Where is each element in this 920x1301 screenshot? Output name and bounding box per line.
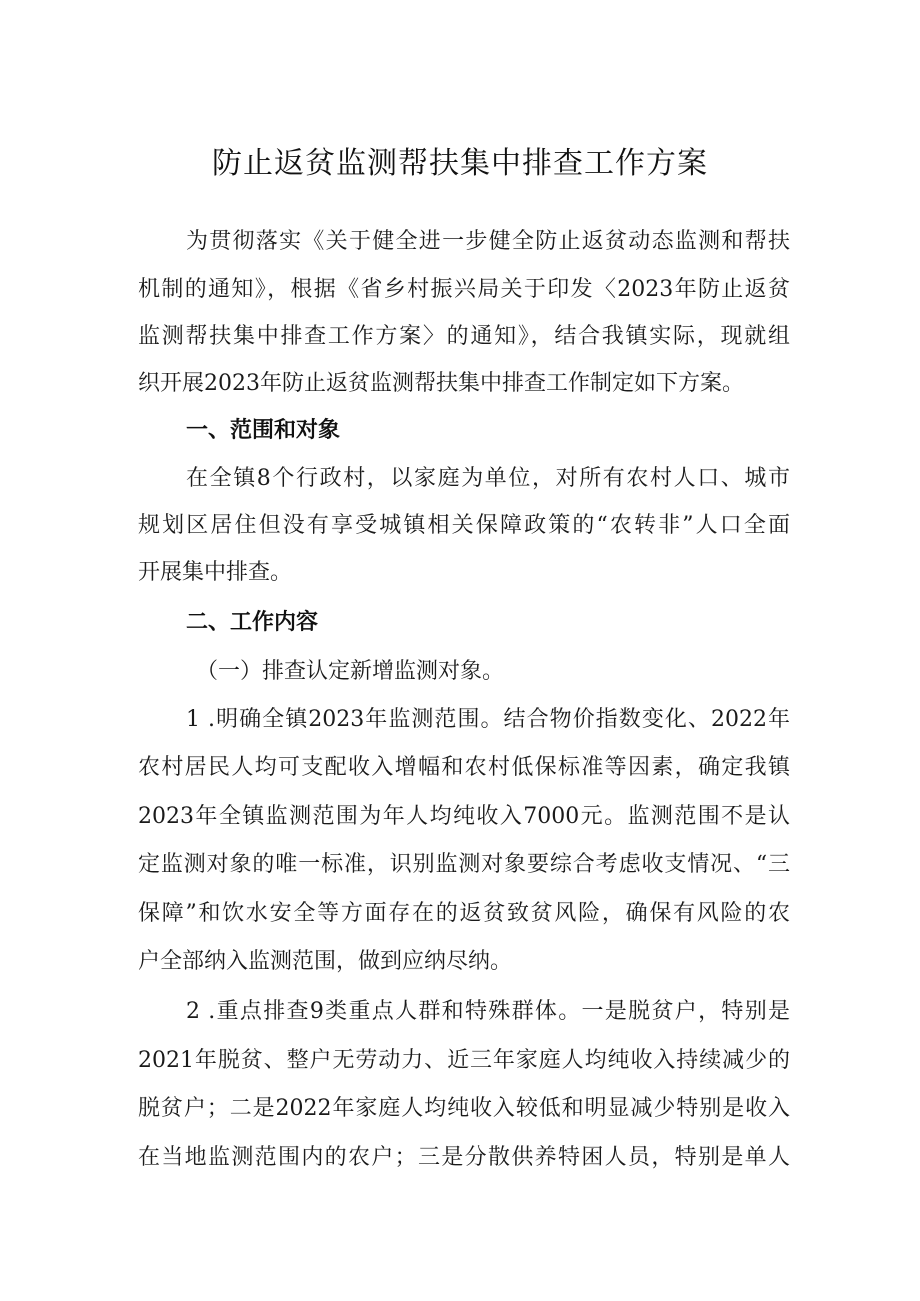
intro-line-4: 织开展2023年防止返贫监测帮扶集中排查工作制定如下方案。 <box>138 371 744 396</box>
item1-line-3: 2023年全镇监测范围为年人均纯收入7000元。监测范围不是认 <box>138 804 790 829</box>
intro-line-1: 为贯彻落实《关于健全进一步健全防止返贫动态监测和帮扶 <box>186 229 790 254</box>
intro-line-2: 机制的通知》，根据《省乡村振兴局关于印发〈2023年防止返贫 <box>138 277 790 302</box>
intro-line-3: 监测帮扶集中排查工作方案〉的通知》，结合我镇实际，现就组 <box>138 324 790 349</box>
item2-line-4: 在当地监测范围内的农户；三是分散供养特困人员，特别是单人 <box>138 1145 790 1170</box>
item1-line-1: 1 .明确全镇2023年监测范围。结合物价指数变化、2022年 <box>186 707 790 732</box>
subsection-heading-1: （一）排查认定新增监测对象。 <box>196 659 505 684</box>
item1-line-2: 农村居民人均可支配收入增幅和农村低保标准等因素，确定我镇 <box>138 755 790 780</box>
item2-line-2: 2021年脱贫、整户无劳动力、近三年家庭人均纯收入持续减少的 <box>138 1048 790 1073</box>
document-title: 防止返贫监测帮扶集中排查工作方案 <box>212 146 708 181</box>
item1-line-5: 保障”和饮水安全等方面存在的返贫致贫风险，确保有风险的农 <box>138 901 790 926</box>
section-heading-content: 二、工作内容 <box>186 610 319 635</box>
section1-line-3: 开展集中排查。 <box>138 560 293 585</box>
section1-line-1: 在全镇8个行政村，以家庭为单位，对所有农村人口、城市 <box>186 466 790 491</box>
section1-line-2: 规划区居住但没有享受城镇相关保障政策的“农转非”人口全面 <box>138 513 790 538</box>
section-heading-scope: 一、范围和对象 <box>186 418 341 443</box>
item1-line-6: 户全部纳入监测范围，做到应纳尽纳。 <box>138 949 513 974</box>
item1-line-4: 定监测对象的唯一标准，识别监测对象要综合考虑收支情况、“三 <box>138 852 790 877</box>
item2-line-3: 脱贫户；二是2022年家庭人均纯收入较低和明显减少特别是收入 <box>138 1096 790 1121</box>
item2-line-1: 2 .重点排查9类重点人群和特殊群体。一是脱贫户，特别是 <box>186 999 790 1024</box>
